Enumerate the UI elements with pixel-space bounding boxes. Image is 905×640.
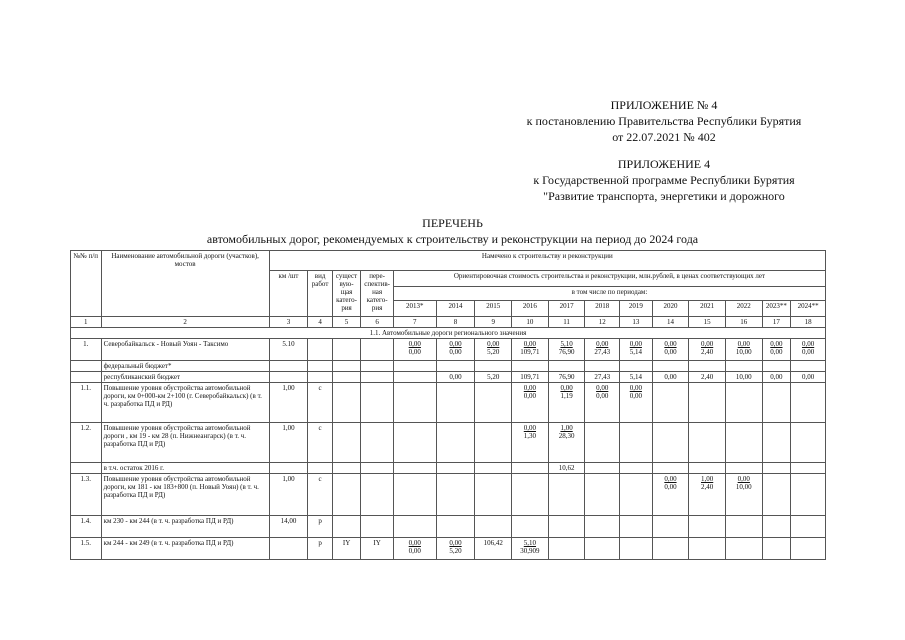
value-cell [475, 383, 512, 423]
column-number: 8 [436, 317, 475, 328]
appendix-header-line: к Государственной программе Республики Бурятия [533, 173, 795, 187]
column-number: 16 [725, 317, 762, 328]
year-cell: 2017 [548, 301, 585, 317]
row-work: с [308, 383, 332, 423]
value-cell: 0,00 0,00 [652, 474, 689, 516]
value-cell: 0,00 [762, 372, 791, 383]
row-km: 1,00 [269, 423, 308, 463]
row-work: с [308, 474, 332, 516]
header-cat-exist: сущест вую-щая катего-рия [332, 271, 361, 317]
row-km: 14,00 [269, 516, 308, 538]
column-number: 1 [71, 317, 102, 328]
row-name: км 230 - км 244 (в т. ч. разработка ПД и РД) [101, 516, 269, 538]
value-cell [548, 474, 585, 516]
value-cell: 0,00 5,14 [620, 339, 653, 361]
value-cell: 0,00 5,20 [436, 538, 475, 560]
value-cell [791, 383, 826, 423]
value-cell: 5,14 [620, 372, 653, 383]
value-cell [762, 423, 791, 463]
document-subtitle: автомобильных дорог, рекомендуемых к строительству и реконструкции на период до 2024 года [206, 232, 699, 246]
appendix-header-decree [519, 97, 809, 145]
value-cell: 0,00 [791, 372, 826, 383]
row-num: 1. [71, 339, 102, 361]
row-num: 1.3. [71, 474, 102, 516]
column-number: 5 [332, 317, 361, 328]
value-cell [436, 423, 475, 463]
value-cell: 0,00 0,00 [512, 383, 549, 423]
row-num: 1.1. [71, 383, 102, 423]
value-cell [475, 474, 512, 516]
value-cell: 0,00 0,00 [393, 339, 436, 361]
value-cell: 0,00 10,00 [725, 339, 762, 361]
value-cell [620, 538, 653, 560]
value-cell [436, 383, 475, 423]
row-name: Повышение уровня обустройства автомобильной дороги, км 0+000-км 2+100 (г. Северобайкальск) (в т. ч. разработка ПД и РД) [101, 383, 269, 423]
appendix-header-program [519, 156, 809, 204]
header-num: №№ п/п [71, 251, 102, 317]
appendix-header-line: ПРИЛОЖЕНИЕ № 4 [610, 98, 718, 112]
value-cell [689, 423, 726, 463]
year-cell: 2023** [762, 301, 791, 317]
year-cell: 2016 [512, 301, 549, 317]
row-name: Повышение уровня обустройства автомобильной дороги , км 19 - км 28 (п. Нижнеангарск) (в т. ч. разработка ПД и РД) [101, 423, 269, 463]
value-cell [791, 474, 826, 516]
value-cell: 0,00 0,00 [436, 339, 475, 361]
year-cell: 2018 [585, 301, 620, 317]
column-number: 4 [308, 317, 332, 328]
column-number: 12 [585, 317, 620, 328]
value-cell: 1,00 28,30 [548, 423, 585, 463]
value-cell: 0,00 0,00 [393, 538, 436, 560]
column-number: 9 [475, 317, 512, 328]
value-cell: 27,43 [585, 372, 620, 383]
value-cell [652, 423, 689, 463]
appendix-header-line: "Развитие транспорта, энергетики и дорожного [543, 189, 785, 203]
value-cell [585, 474, 620, 516]
value-cell: 0,00 0,00 [652, 339, 689, 361]
value-cell [620, 423, 653, 463]
column-number: 17 [762, 317, 791, 328]
value-cell: 2,40 [689, 372, 726, 383]
value-cell: 0,00 2,40 [689, 339, 726, 361]
value-cell: 109,71 [512, 372, 549, 383]
value-cell [585, 423, 620, 463]
column-number: 15 [689, 317, 726, 328]
table-row [71, 361, 826, 372]
value-cell: 10,00 [725, 372, 762, 383]
table-row [71, 463, 826, 474]
value-cell [791, 423, 826, 463]
year-cell: 2021 [689, 301, 726, 317]
document-title: ПЕРЕЧЕНЬ [422, 216, 483, 230]
value-cell [620, 474, 653, 516]
appendix-header-line: к постановлению Правительства Республики Бурятия [526, 114, 802, 128]
value-cell [725, 538, 762, 560]
header-cost: Ориентировочная стоимость строительства и реконструкции, млн.рублей, в ценах соответствующих лет [393, 271, 825, 287]
value-cell [393, 372, 436, 383]
header-name: Наименование автомобильной дороги (участков), мостов [101, 251, 269, 317]
row-km: 1,00 [269, 383, 308, 423]
header-periods: в том числе по периодам: [393, 287, 825, 301]
value-cell: 1,00 2,40 [689, 474, 726, 516]
column-number: 13 [620, 317, 653, 328]
value-cell [652, 383, 689, 423]
column-number: 18 [791, 317, 826, 328]
column-number: 2 [101, 317, 269, 328]
appendix-header-line: от 22.07.2021 № 402 [612, 130, 716, 144]
value-cell [725, 383, 762, 423]
value-cell [475, 423, 512, 463]
value-cell [762, 538, 791, 560]
year-cell: 2013* [393, 301, 436, 317]
value-cell: 5,10 30,909 [512, 538, 549, 560]
value-cell: 0,00 0,00 [762, 339, 791, 361]
value-cell: 10,62 [548, 463, 585, 474]
value-cell [689, 383, 726, 423]
row-name: км 244 - км 249 (в т. ч. разработка ПД и РД) [101, 538, 269, 560]
year-cell: 2014 [436, 301, 475, 317]
year-cell: 2019 [620, 301, 653, 317]
year-cell: 2020 [652, 301, 689, 317]
value-cell [585, 538, 620, 560]
value-cell: 0,00 5,20 [475, 339, 512, 361]
row-name: республиканский бюджет [101, 372, 269, 383]
value-cell [512, 474, 549, 516]
row-name: федеральный бюджет* [101, 361, 269, 372]
value-cell [652, 538, 689, 560]
table-row [71, 423, 826, 463]
value-cell [393, 474, 436, 516]
column-number: 11 [548, 317, 585, 328]
value-cell: 0,00 [436, 372, 475, 383]
value-cell [436, 474, 475, 516]
column-number: 14 [652, 317, 689, 328]
table-row [71, 339, 826, 361]
row-work: с [308, 423, 332, 463]
value-cell: 0,00 1,30 [512, 423, 549, 463]
value-cell [393, 423, 436, 463]
appendix-header-line: ПРИЛОЖЕНИЕ 4 [617, 157, 711, 171]
table-row [71, 372, 826, 383]
column-numbers-row [71, 317, 826, 328]
row-num: 1.4. [71, 516, 102, 538]
value-cell [548, 538, 585, 560]
column-number: 6 [361, 317, 394, 328]
row-num: 1.5. [71, 538, 102, 560]
header-cat-new: пере-спектив-ная катего-рия [361, 271, 394, 317]
roads-table [70, 250, 826, 560]
header-km: км /шт [269, 271, 308, 317]
value-cell: 0,00 0,00 [585, 383, 620, 423]
row-cat-exist: IY [332, 538, 361, 560]
row-name: Повышение уровня обустройства автомобильной дороги, км 181 - км 183+800 (п. Новый Уоян) (в т. ч. разработка ПД и РД) [101, 474, 269, 516]
row-km: 5.10 [269, 339, 308, 361]
year-cell: 2024** [791, 301, 826, 317]
row-cat-new: IY [361, 538, 394, 560]
value-cell: 0,00 27,43 [585, 339, 620, 361]
value-cell: 0,00 1,19 [548, 383, 585, 423]
value-cell: 76,90 [548, 372, 585, 383]
value-cell [393, 383, 436, 423]
value-cell [762, 474, 791, 516]
row-km: 1,00 [269, 474, 308, 516]
value-cell [725, 423, 762, 463]
header-planned: Намечено к строительству и реконструкции [269, 251, 825, 271]
table-row [71, 538, 826, 560]
value-cell: 5,10 76,90 [548, 339, 585, 361]
table-row [71, 516, 826, 538]
table-row [71, 383, 826, 423]
year-cell: 2022 [725, 301, 762, 317]
year-cell: 2015 [475, 301, 512, 317]
value-cell: 0,00 [652, 372, 689, 383]
row-num: 1.2. [71, 423, 102, 463]
header-work: вид работ [308, 271, 332, 317]
value-cell: 0,00 10,00 [725, 474, 762, 516]
column-number: 7 [393, 317, 436, 328]
column-number: 3 [269, 317, 308, 328]
column-number: 10 [512, 317, 549, 328]
row-name: в т.ч. остаток 2016 г. [101, 463, 269, 474]
value-cell: 0,00 109,71 [512, 339, 549, 361]
value-cell: 0,00 0,00 [791, 339, 826, 361]
value-cell: 106,42 [475, 538, 512, 560]
value-cell [791, 538, 826, 560]
value-cell [762, 383, 791, 423]
value-cell [689, 538, 726, 560]
section-title: 1.1. Автомобильные дороги регионального значения [71, 328, 826, 339]
row-work: р [308, 516, 332, 538]
value-cell: 0,00 0,00 [620, 383, 653, 423]
table-row [71, 474, 826, 516]
value-cell: 5,20 [475, 372, 512, 383]
row-work: р [308, 538, 332, 560]
row-name: Северобайкальск - Новый Уоян - Таксимо [101, 339, 269, 361]
